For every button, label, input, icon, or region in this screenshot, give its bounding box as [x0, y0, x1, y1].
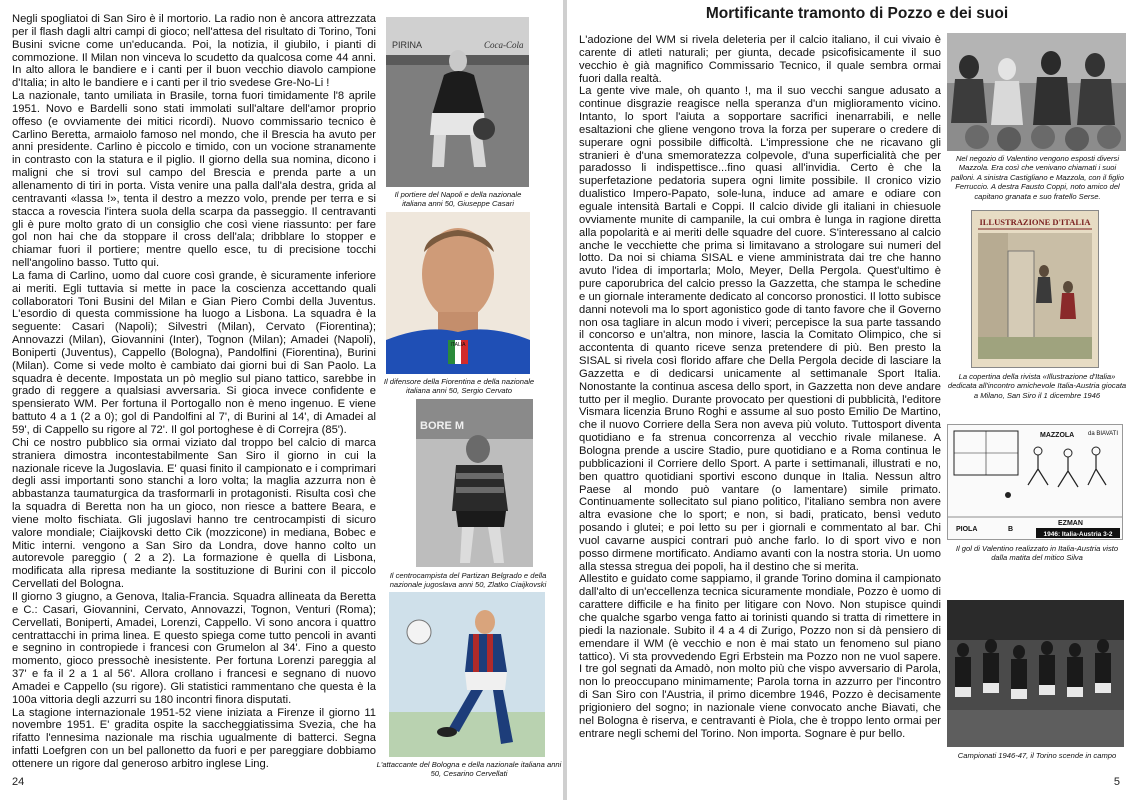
paragraph: Allestito e guidato come sappiamo, il grande Torino domina il campionato dall'alto di un'eccellenza tecnica sicuramente mondiale, Pozzo è uomo di carattere difficile e ha finito per litigare con Novo. Non stupisce quindi che qualche sgarbo venga fatto ai torinisti quando si tratta di rimettere in piedi la nazionale. Subito il 4 a 4 di Zurigo, Pozzo non si dà pensiero di emendare il WM (è vecchio e non è mai stato un fenomeno sul piano tattico). Vi sta provvedendo Egri Erbstein ma Pozzo non ne vuol sapere. I tre gol segnati da Amadò, non molto più che vispo avversario di Parola, non lo preoccupano minimamente; Parola torna in azzurro per l'incontro di San Siro con l'Austria, il primo dicembre 1946, Pozzo è decisamente prigioniero del sogno; in nazionale viene convocato anche Biavati, che nel Bologna è riserva, e centravanti è Piola, che è troppo lento ormai per entrare negli schemi del Torino. Non importa. Sognare è pur bello.	[579, 573, 941, 740]
right-page	[567, 0, 1132, 800]
paragraph: Chi ce nostro pubblico sia ormai viziato dal troppo bel calcio di marca straniera dimostra incontestabilmente San Siro il giorno in cui la nazionale riceve la Jugoslavia. E' quasi finito il campionato e i comprimari degli assi importanti sono stanchi a loro volta; la maglia azzurra non è abbastanza taumaturgica da trasformarli in protagonisti. Risulta così che la squadra di Beretta non ha un gioco, non riesce a battere Beara, e viene molto fischiata. Gli jugoslavi hanno tre centrocampisti di sicuro valore mondiale; Ciaijkovski detto Cik (mozzicone) in mediana, Bobec e Mitic interni. vengono a San Siro da Londra, dove hanno colto un autorevole pareggio ( 2 a 2). La formazione è quella di Lisbona, modificata alla ripresa mediante la sostituzione di Burini con il piccolo Cervellati del Bologna.	[12, 436, 376, 591]
photo-caption: Nel negozio di Valentino vengono esposti diversi Mazzola. Era così che venivano chiamati i suoi palloni. A sinistra Castigliano e Mazzola, con il figlio Ferruccio. A destra Fausto Coppi, noto amico del capitano granata e suo fratello Serse.	[951, 154, 1124, 201]
paragraph: Il giorno 3 giugno, a Genova, Italia-Francia. Squadra allineata da Beretta e C.: Casari, Giovannini, Cervato, Annovazzi, Tognon, Venturi (Roma); Cervellati, Boniperti, Amadei, Lorenzi, Cappello. Vi sono ancora i quattro centrattacchi in prima linea. E questo spiega come tutto pencoli in avanti e segnino in contropiede i francesi con Grumelon al 34'. Fino a questo momento, gioco pressochè inesistente. Per fortuna Lorenzi pareggia al 37' e fa il 2 a 1 al 56'. Allora crollano i francesi e segnano di nuovo Amadei e Cappello (su rigore). Gli statistici rammentano che questa è la 100a vittoria degli azzurri su 180 incontri finora disputati.	[12, 590, 376, 706]
paragraph: Negli spogliatoi di San Siro è il mortorio. La radio non è ancora attrezzata per il flash dagli altri campi di gioco; nell'attesa del risultato di Torino, Toni Busini svicne come un'educanda. Poi, la notizia, il giubilo, i pianti di commozione. Il Milan non vinceva lo scudetto da qualcosa come 44 anni. In alto allora le bandiere e i canti per il buon vecchio diavolo campione d'Italia; in alto le bandiere e i canti per il trio svedese Gre-No-Li !	[12, 13, 376, 90]
page-number: 5	[1113, 776, 1120, 788]
photo-striker-cervellati	[389, 592, 545, 757]
sketch-label-bottom-left: PIOLA	[956, 526, 978, 533]
sketch-label-top: MAZZOLA	[1040, 432, 1075, 439]
sketch-italia-austria	[947, 424, 1123, 540]
magazine-cover	[971, 210, 1099, 368]
right-article-body	[579, 34, 941, 740]
photo-caption: Il difensore della Fiorentina e della nazionale italiana anni 50, Sergio Cervato	[383, 377, 535, 396]
photo-defender-cervato	[386, 212, 530, 374]
paragraph: La gente vive male, oh quanto !, ma il suo vecchi sangue adusato a continue disgrazie reagisce nella speranza d'un miglioramento vicino. Intanto, lo sport l'aiuta a sopportare sacrifici inenarrabili, e nelle esaltazioni che gliene vengono trova la forza per superare o credere di superare ogni possibile difficoltà. L'impressione che ne ricavano gli stranieri è d'una smemoratezza colpevole, d'una superficialità che per paradosso li indispettisce...fino quasi all'invidia. Certo è che la superfetazione pedatoria supera ogni limite possibile. Il cronico vizio dualistico Impero-Papato, sole-luna, induce ad amare e odiare con eguale intensità Bartali e Coppi. Il calcio divide gli italiani in chiesuole ovviamente munite di campanile, la cui ombra è lunga in ragione diretta alla popolarità e ai meriti delle squadre del cuore. S'interessano al calcio anche le vecchiette che prima si limitavano a strologare sui numeri del lotto. Da noi si chiama SISAL e viene amministrata dai tre che hanno avuto l'idea di importarla; Molo, Meyer, Della Pergola. Quest'ultimo è pure caporubrica del calcio presso la Gazzetta, che stampa le schedine e un giornale interamente dedicato al concorso pronostici. Il lotto subisce danni notevoli ma lo sport agonistico gode di tanto favore che il Governo non osa tagliare in alcun modo i viveri; percepisce la sua parte tassando il concorso e un'altra, non minore, lascia la Comitato Olimpico, che si accontenta di quanto riceve senza pretendere di più. Ben presto la SISAL si rivela così florido affare che Della Pergola decide di lasciare la Gazzetta e di dedicarsi unicamente al settimanale Sport Italia. Nonostante la continua ascesa dello sport, in Gazzetta non deve andare tutto per il meglio. Durante provocato per questioni di pubblicità, l'editore Vismara licenzia Bruno Roghi e assume al suo posto Emilio De Martino, che il nuovo Corriere della Sera non aveva più voluto. Tuttosport diventa quotidiano e fa strenua concorrenza al vecchio rivale milanese. A Bologna prende a uscire Stadio, pure quotidiano e a Roma continua le pubblicazioni il Corriere dello Sport. A parte i settimanali, illustrati e no, ben quattro quotidiani sportivi escono dunque in Italia. Nessun altro Paese al mondo può vantare (o lamentare) simile primato. Continuamente sollecitato sul piano politico, l'italiano sembra non avere altra evasione che lo sport; e non, si badi, praticato, bensì veduto posando i glutei; e poi letto su per i giornali e commentato al bar. Chi vuol cavarne auspici contrari può anche farlo. Io di sport vivo e non posso dirmene mortificato. Andiamo avanti con la nostra storia. Un uomo alla stessa stregua dei popoli, ha il destino che si merita.	[579, 85, 941, 573]
photo-caption: Il portiere del Napoli e della nazionale italiana anni 50, Giuseppe Casari	[394, 190, 522, 209]
article-heading: Mortificante tramonto di Pozzo e dei suoi	[705, 5, 1009, 22]
sketch-label-bottom-right: EZMAN	[1058, 520, 1083, 527]
photo-caption: La copertina della rivista «Illustrazione d'Italia» dedicata all'incontro amichevole Italia-Austria giocata a Milano, San Siro il 1 dicembre 1946	[947, 372, 1127, 400]
photo-midfielder-ciaijkovski	[416, 399, 533, 567]
left-article-body	[12, 13, 376, 771]
banner-text: Coca-Cola	[484, 40, 524, 50]
page-number: 24	[12, 776, 25, 788]
left-page	[0, 0, 563, 800]
photo-caption: Il centrocampista del Partizan Belgrado e della nazionale jugoslava anni 50, Zlatko Ciaijkovski	[389, 571, 547, 590]
photo-caption: L'attaccante del Bologna e della nazionale italiana anni 50, Cesarino Cervellati	[376, 760, 562, 779]
sketch-label-bottom-mid: B	[1008, 526, 1014, 533]
magazine-masthead: ILLUSTRAZIONE D'ITALIA	[979, 217, 1091, 227]
photo-goalkeeper-casari	[386, 17, 529, 187]
stadium-sign-text: PIRINA	[392, 40, 423, 50]
photo-caption: Il gol di Valentino realizzato in Italia-Austria visto dalla matita del mitico Silva	[955, 544, 1119, 563]
photo-shop-footballs	[947, 33, 1126, 151]
wall-sign-text: BORE M	[420, 420, 464, 432]
photo-torino-team	[947, 600, 1124, 747]
sketch-score: 1946: Italia-Austria 3-2	[1043, 531, 1113, 538]
crest-text: ITALIA	[450, 342, 466, 348]
paragraph: La stagione internazionale 1951-52 viene iniziata a Firenze il giorno 11 novembre 1951. E' gradita ospite la saccheggiatissima Svezia, che ha rifatto l'ennesima nazionale ma rischia ugualmente di batterci. Segna infatti Loefgren con un bel pallonetto da fuori e per pareggiare dobbiamo ottenere un rigore dal generoso arbitro inglese Ling.	[12, 706, 376, 770]
paragraph: La nazionale, tanto umiliata in Brasile, torna fuori timidamente l'8 aprile 1951. Novo e Bardelli sono stati immolati sull'altare dell'amor proprio offeso (e ovviamente dei mitici ricordi). Nuovo commissario tecnico è Carlino Beretta, armaiolo famoso nel mondo, che il Brescia ha avuto per anni presidente. Carlino è piccolo e timido, con un vocione stranamente in contrasto con la statura e il piglio. Il giorno della sua nomina, dicono i maligni che si trovi sul campo del Brescia e prenda parte a un allenamento di tiri in porta. Vista venire una palla dall'ala destra, grida al centravanti «lassa !», tenta il destro a mezzo volo, prende per terra e si stacca a rovescia l'intera suola della scarpa da passeggio. Il centravanti gli è pure molto grato di un consiglio che così viene riassunto: per fare gol non hai che da stoppare il cross dell'ala; dribblare lo stopper e chiamar fuori il portiere; mentre quello esce, tu di precisione tocchi nell'angolino basso. Tutto qui.	[12, 90, 376, 270]
photo-caption: Campionati 1946-47, il Torino scende in campo	[957, 751, 1117, 760]
paragraph: L'adozione del WM si rivela deleteria per il calcio italiano, il cui vivaio è carente di atleti naturali; per giunta, decade psicofisicamente il suo vecchio è già magnifico Commissario Tecnico, il quale sembra ormai fuori dalla realtà.	[579, 34, 941, 85]
paragraph: La fama di Carlino, uomo dal cuore così grande, è sicuramente inferiore ai meriti. Egli tuttavia si mette in pace la coscienza accettando quali collaboratori Toni Busini del Milan e Gian Piero Combi della Juventus. L'esordio di questa commissione ha luogo a Lisbona. La squadra è la seguente: Casari (Napoli); Silvestri (Milan), Cervato (Fiorentina); Annovazzi (Milan), Giovannini (Inter), Tognon (Milan); Amadei (Napoli), Boniperti (Juventus), Cappello (Bologna), Pandolfini (Fiorentina), Burini (Milan). Come si vede molto è cambiato dai giorni bui di San Paolo. La squadra è decente. Impostata un pò meglio sul piano tattico, sarebbe in grado di reggere a qualsiasi avversaria. Si gioca invece confidente e spensierato WM. Per fortuna il Portogallo non è meno ingenuo. E viene battuto 4 a 1 (2 a 0); gol di Pandolfini al 7', di Burini al 14', di Amadei al 59', di Cappello su rigore al 72'. Il gol portoghese è di Correjra (85').	[12, 269, 376, 436]
sketch-label-top-right: da BIAVATI	[1088, 431, 1119, 437]
